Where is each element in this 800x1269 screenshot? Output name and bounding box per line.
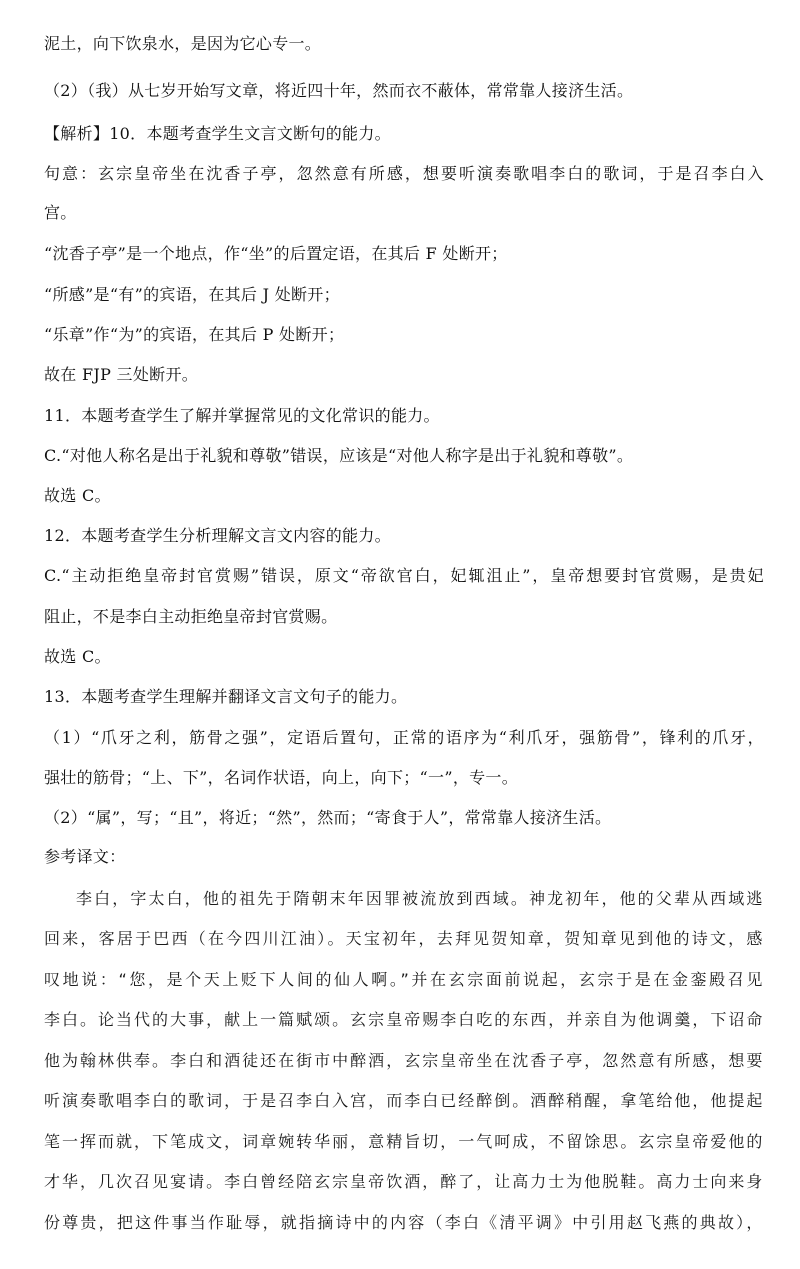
question-heading: 11．本题考查学生了解并掌握常见的文化常识的能力。 [44,406,440,425]
translation-line: 才华，几次召见宴请。李白曾经陪玄宗皇帝饮酒，醉了，让高力士为他脱鞋。高力士向来身 [44,1172,764,1191]
text-line: “所感”是“有”的宾语，在其后 J 处断开； [44,285,340,304]
translation-line: 份尊贵，把这件事当作耻辱，就指摘诗中的内容（李白《清平调》中引用赵飞燕的典故）， [44,1213,764,1232]
analysis-heading: 【解析】10．本题考查学生文言文断句的能力。 [44,124,391,143]
text-line: 句意：玄宗皇帝坐在沈香子亭，忽然意有所感，想要听演奏歌唱李白的歌词，于是召李白入 [44,164,764,183]
question-heading: 12．本题考查学生分析理解文言文内容的能力。 [44,526,391,545]
text-line: （1）“爪牙之利，筋骨之强”，定语后置句，正常的语序为“利爪牙，强筋骨”，锋利的爪牙， [44,728,764,747]
text-line: 强壮的筋骨；“上、下”，名词作状语，向上，向下；“一”，专一。 [44,768,519,787]
text-line: （2）“属”，写；“且”，将近；“然”，然而；“寄食于人”，常常靠人接济生活。 [44,808,612,827]
translation-line: 笔一挥而就，下笔成文，词章婉转华丽，意精旨切，一气呵成，不留馀思。玄宗皇帝爱他的 [44,1132,764,1151]
translation-line: 回来，客居于巴西（在今四川江油）。天宝初年，去拜见贺知章，贺知章见到他的诗文，感 [44,929,764,948]
translation-heading: 参考译文： [44,847,126,866]
translation-line: 听演奏歌唱李白的歌词，于是召李白入宫，而李白已经醉倒。酒醉稍醒，拿笔给他，他提起 [44,1091,764,1110]
text-line: 阻止，不是李白主动拒绝皇帝封官赏赐。 [44,607,338,626]
text-line: “沈香子亭”是一个地点，作“坐”的后置定语，在其后 F 处断开； [44,244,508,263]
text-line: 故选 C。 [44,647,111,666]
text-line: 故选 C。 [44,486,111,505]
text-line: （2）（我）从七岁开始写文章，将近四十年，然而衣不蔽体，常常靠人接济生活。 [44,81,634,100]
text-line: 故在 FJP 三处断开。 [44,365,199,384]
text-line: C.“主动拒绝皇帝封官赏赐”错误，原文“帝欲官白，妃辄沮止”，皇帝想要封官赏赐，是贵妃 [44,566,764,585]
translation-line: 李白，字太白，他的祖先于隋朝末年因罪被流放到西域。神龙初年，他的父辈从西域逃 [76,889,764,908]
text-line: 宫。 [44,203,77,222]
translation-line: 叹地说：“您，是个天上贬下人间的仙人啊。”并在玄宗面前说起，玄宗于是在金銮殿召见 [44,970,764,989]
text-line: “乐章”作“为”的宾语，在其后 P 处断开； [44,325,345,344]
text-line: C.“对他人称名是出于礼貌和尊敬”错误，应该是“对他人称字是出于礼貌和尊敬”。 [44,446,634,465]
text-line: 泥土，向下饮泉水，是因为它心专一。 [44,34,322,53]
translation-line: 李白。论当代的大事，献上一篇赋颂。玄宗皇帝赐李白吃的东西，并亲自为他调羹，下诏命 [44,1010,764,1029]
question-heading: 13．本题考查学生理解并翻译文言文句子的能力。 [44,687,408,706]
translation-line: 他为翰林供奉。李白和酒徒还在街市中醉酒，玄宗皇帝坐在沈香子亭，忽然意有所感，想要 [44,1051,764,1070]
